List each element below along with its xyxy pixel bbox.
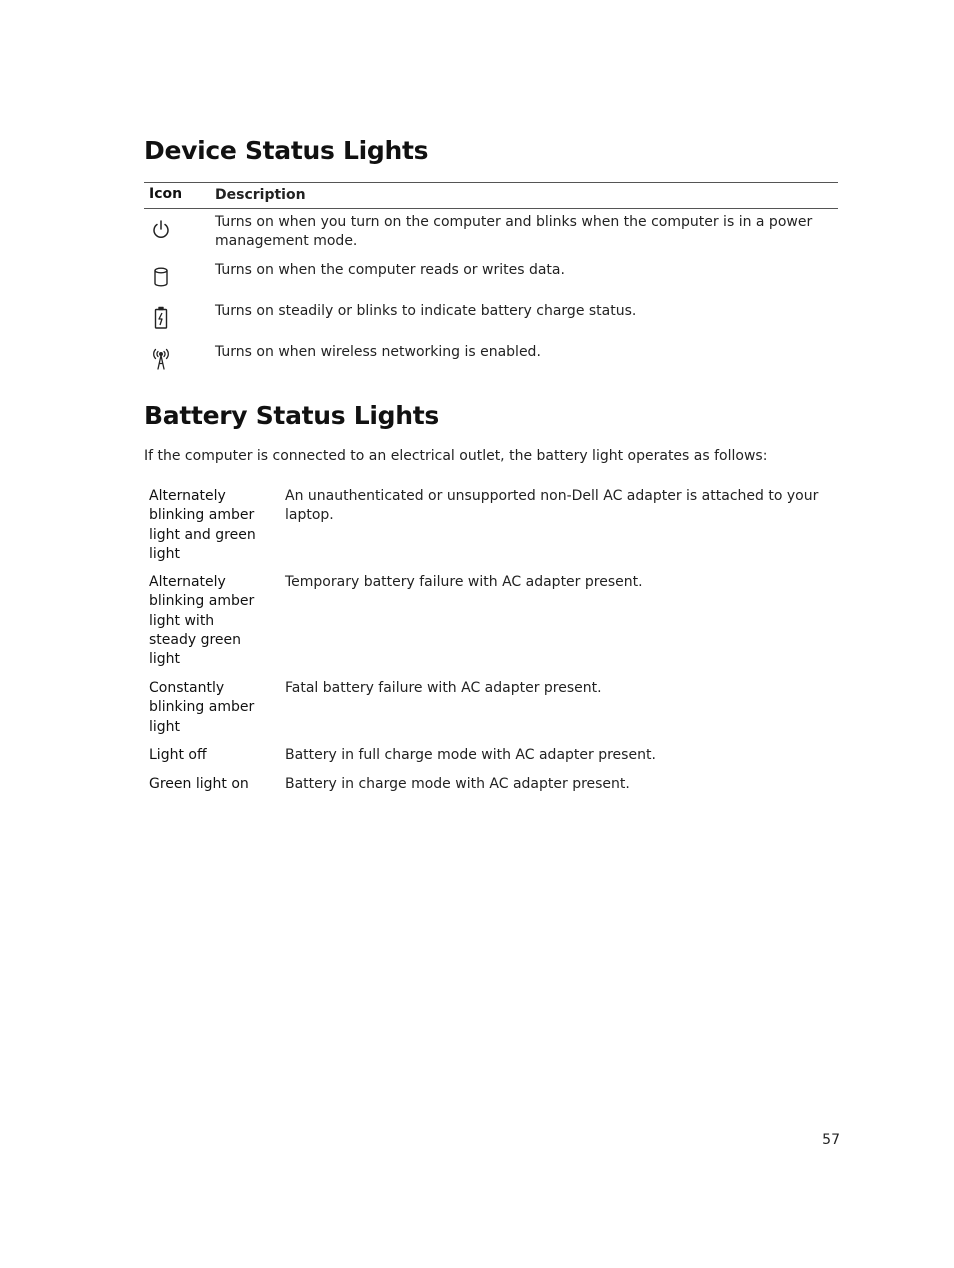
battery-row-description: Temporary battery failure with AC adapter present. [285,574,643,590]
battery-row-label: Alternately blinking amber light and green light [149,488,256,562]
battery-row-description: Battery in charge mode with AC adapter present. [285,776,630,792]
column-header-description: Description [215,187,306,203]
power-icon [149,218,173,242]
table-header-rule [144,208,838,209]
page-number: 57 [822,1132,840,1148]
device-row-description: Turns on when you turn on the computer and blinks when the computer is in a power management mode. [215,214,813,249]
device-row-description: Turns on when wireless networking is enabled. [215,344,541,360]
battery-row-description: An unauthenticated or unsupported non-Dell AC adapter is attached to your laptop. [285,488,819,523]
hard-drive-icon [149,265,173,289]
wireless-icon [149,347,173,371]
device-row-description: Turns on steadily or blinks to indicate battery charge status. [215,303,637,319]
device-status-heading: Device Status Lights [144,136,429,165]
battery-status-heading: Battery Status Lights [144,401,439,430]
battery-intro-text: If the computer is connected to an electrical outlet, the battery light operates as follows: [144,448,768,464]
column-header-icon: Icon [149,186,183,202]
table-top-rule [144,182,838,183]
battery-row-description: Fatal battery failure with AC adapter present. [285,680,602,696]
battery-charge-icon [149,306,173,330]
battery-row-label: Constantly blinking amber light [149,680,255,735]
battery-row-label: Green light on [149,776,249,792]
battery-row-description: Battery in full charge mode with AC adapter present. [285,747,656,763]
battery-row-label: Light off [149,747,207,763]
device-row-description: Turns on when the computer reads or writes data. [215,262,565,278]
battery-row-label: Alternately blinking amber light with steady green light [149,574,255,668]
